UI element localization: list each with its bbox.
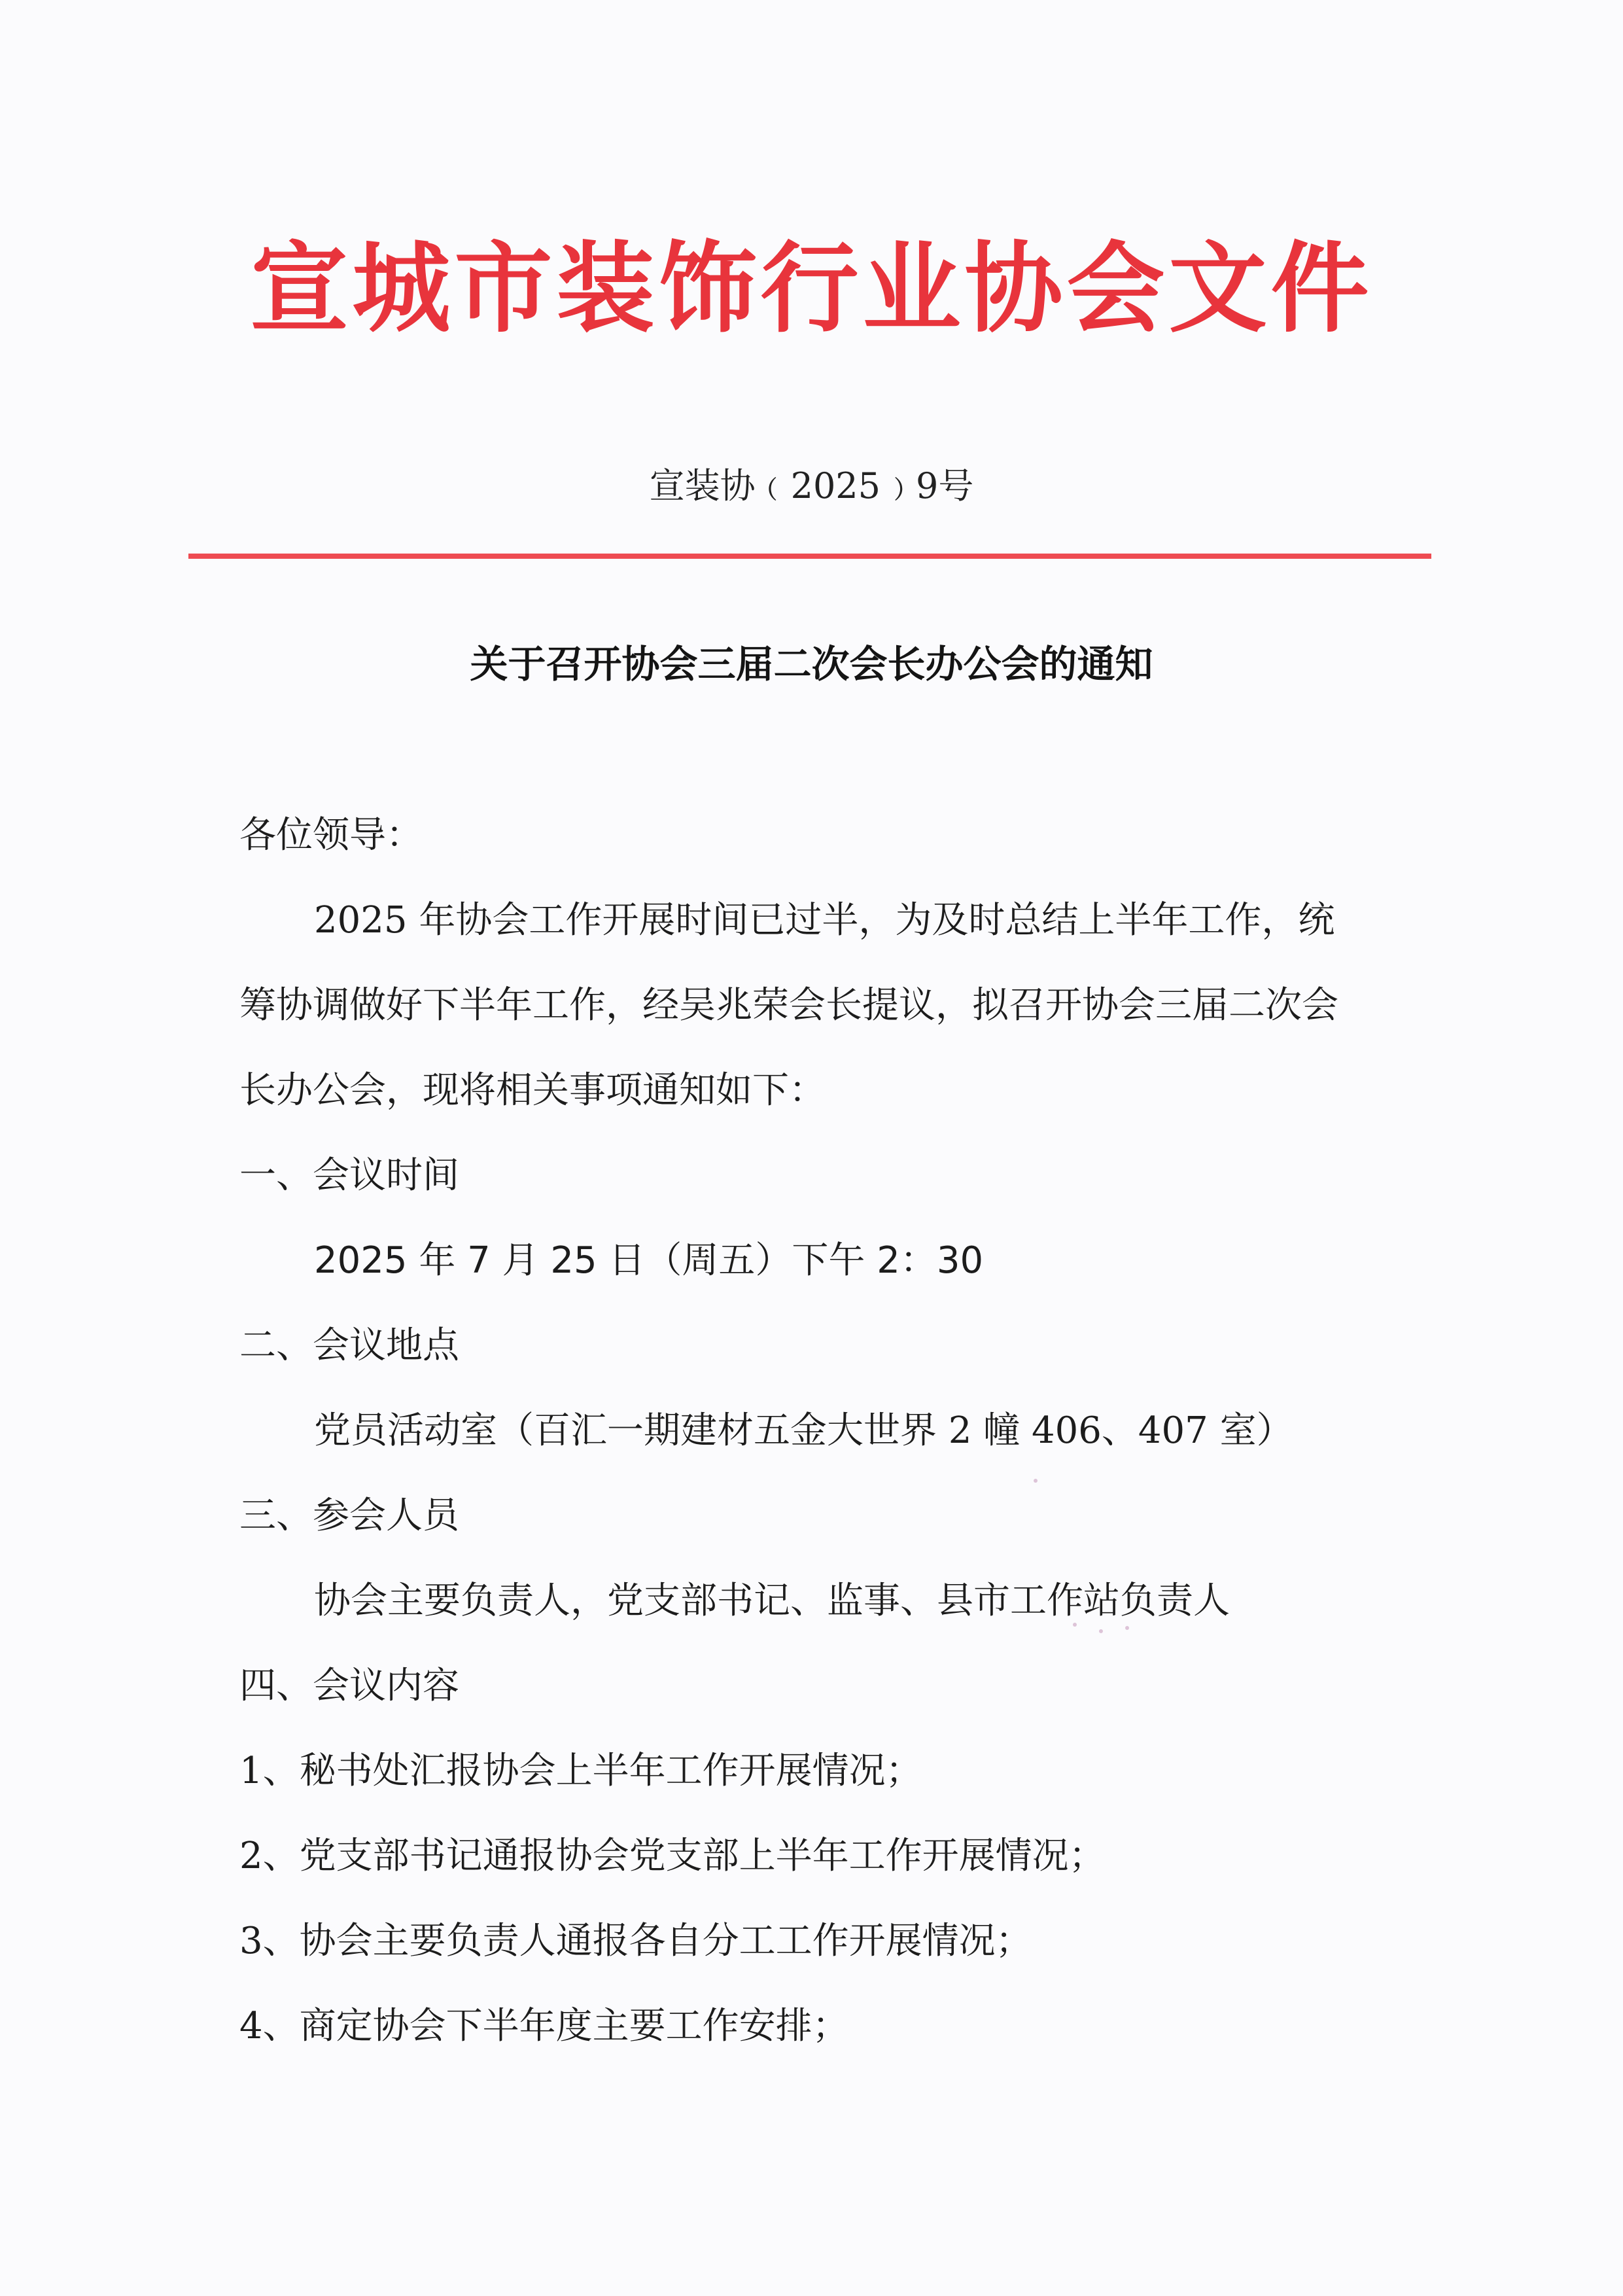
org-header-title: 宣城市装饰行业协会文件 bbox=[250, 231, 1373, 346]
notice-title: 关于召开协会三届二次会长办公会的通知 bbox=[470, 642, 1153, 686]
intro-line-1: 2025 年协会工作开展时间已过半，为及时总结上半年工作，统 bbox=[314, 899, 1335, 942]
intro-line-2: 筹协调做好下半年工作，经吴兆荣会长提议，拟召开协会三届二次会 bbox=[239, 984, 1338, 1027]
meeting-time: 2025 年 7 月 25 日（周五）下午 2：30 bbox=[314, 1239, 984, 1282]
content-item-4: 4、商定协会下半年度主要工作安排； bbox=[239, 2005, 849, 2047]
scan-speck bbox=[1099, 1629, 1103, 1633]
red-divider-line bbox=[188, 554, 1431, 559]
section-heading-time: 一、会议时间 bbox=[239, 1154, 459, 1197]
scan-speck bbox=[1125, 1626, 1129, 1630]
content-item-2: 2、党支部书记通报协会党支部上半年工作开展情况； bbox=[239, 1835, 1106, 1877]
document-number: 宣装协﹙2025﹚9号 bbox=[649, 465, 974, 506]
section-heading-content: 四、会议内容 bbox=[239, 1665, 459, 1707]
meeting-attendees: 协会主要负责人，党支部书记、监事、县市工作站负责人 bbox=[314, 1580, 1230, 1622]
meeting-place: 党员活动室（百汇一期建材五金大世界 2 幢 406、407 室） bbox=[314, 1409, 1293, 1452]
section-heading-place: 二、会议地点 bbox=[239, 1324, 459, 1367]
content-item-1: 1、秘书处汇报协会上半年工作开展情况； bbox=[239, 1750, 922, 1792]
scan-speck bbox=[1034, 1479, 1038, 1483]
salutation: 各位领导： bbox=[239, 814, 423, 857]
scan-speck bbox=[1073, 1623, 1077, 1627]
notice-body bbox=[239, 793, 1391, 2069]
content-item-3: 3、协会主要负责人通报各自分工工作开展情况； bbox=[239, 1920, 1032, 1962]
intro-line-3: 长办公会，现将相关事项通知如下： bbox=[239, 1069, 826, 1112]
section-heading-attendees: 三、参会人员 bbox=[239, 1494, 459, 1537]
